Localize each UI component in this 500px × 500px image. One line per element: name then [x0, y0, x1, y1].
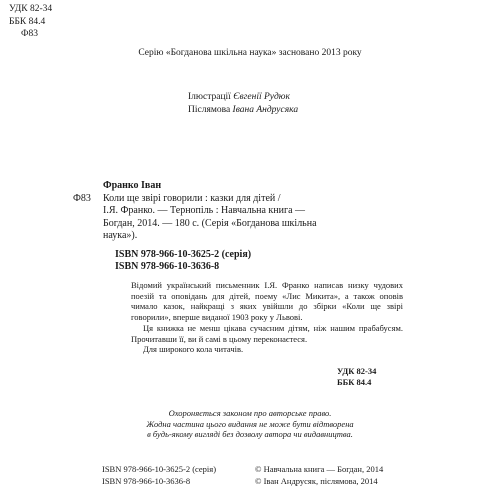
illustrator-name: Євгенії Рудюк: [233, 92, 290, 102]
bbk-code: ББК 84.4: [9, 16, 46, 27]
annotation-audience: Для широкого кола читачів.: [143, 344, 244, 355]
afterword-credit: [188, 104, 298, 117]
copyright-notice: [0, 408, 500, 440]
catalog-author: Франко Іван: [103, 180, 162, 191]
author-index: Ф83: [21, 29, 39, 39]
bottom-isbn: [102, 464, 216, 487]
description-line: І.Я. Франко. — Тернопіль : Навчальна книга —: [103, 205, 306, 216]
catalog-description: [103, 193, 403, 243]
bbk-code: ББК 84.4: [337, 376, 372, 387]
udk-code: УДК 82-34: [9, 4, 53, 14]
publisher-copyright: © Навчальна книга — Богдан, 2014: [255, 464, 384, 474]
afterword-author: Івана Андрусяка: [232, 104, 299, 115]
description-line: Коли ще звірі говорили : казки для дітей /: [103, 192, 281, 204]
bottom-copyright: [255, 464, 383, 487]
copyright-line: Жодна частина цього видання не може бути відтворена: [146, 418, 354, 429]
isbn-book: ISBN 978-966-10-3636-8: [102, 475, 191, 486]
catalog-record: [73, 180, 403, 274]
udk-repeat: [337, 366, 376, 387]
series-note: Серію «Богданова шкільна наука» засновано 2013 року: [138, 48, 362, 58]
annotation-paragraph: Ця книжка не менш цікава сучасним дітям, ніж нашим прабабусям. Прочитавши її, ви й самі в цьому переконаєтеся.: [131, 322, 403, 344]
illustrations-label: Ілюстрації: [188, 92, 231, 102]
copyright-line: в будь-якому вигляді без дозволу автора чи видавництва.: [147, 429, 353, 439]
description-line: наука»).: [103, 230, 138, 241]
afterword-label: Післямова: [188, 104, 231, 115]
udk-block: [9, 3, 52, 41]
copyright-line: Охороняється законом про авторське право.: [168, 408, 332, 418]
afterword-copyright: © Іван Андрусяк, післямова, 2014: [255, 475, 378, 486]
annotation: [131, 280, 403, 355]
isbn-series: ISBN 978-966-10-3625-2 (серія): [102, 464, 217, 474]
description-line: Богдан, 2014. — 180 с. (Серія «Богданова шкільна: [103, 217, 317, 229]
isbn-book: ISBN 978-966-10-3636-8: [115, 261, 220, 272]
illustrations-credit: [188, 91, 298, 104]
annotation-paragraph: Відомий український письменник І.Я. Франко написав низку чудових поезій та оповідань для дітей, поему «Лис Микита», а також оповів чимало казок, найкращі з яких увійшли до збірки «Коли ще звірі говорили», вперше виданої 1903 року у Львові.: [131, 280, 403, 323]
isbn-series: ISBN 978-966-10-3625-2 (серія): [115, 248, 252, 260]
udk-code: УДК 82-34: [337, 366, 377, 376]
catalog-index: Ф83: [73, 192, 91, 204]
credits: [188, 91, 298, 116]
